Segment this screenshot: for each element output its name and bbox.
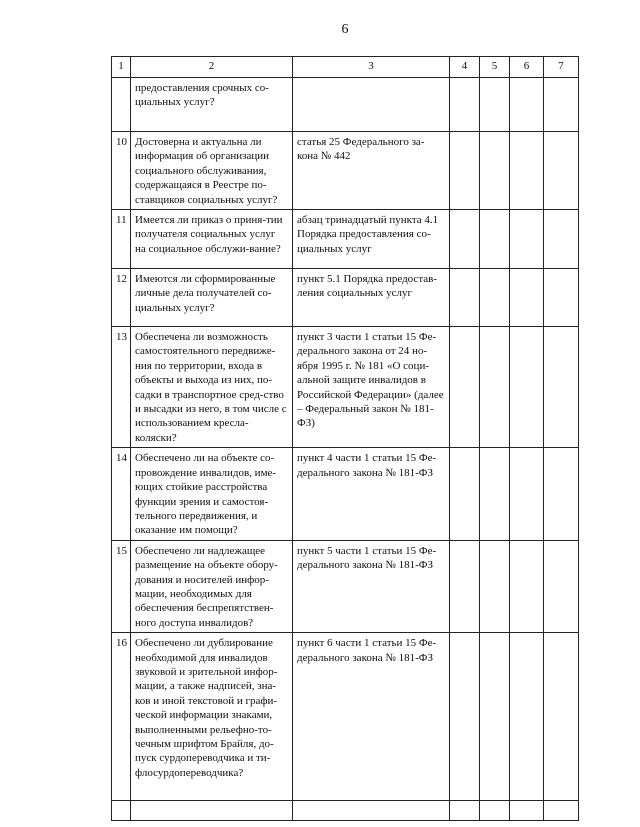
empty-cell — [544, 448, 579, 540]
requisites-cell: пункт 4 части 1 статьи 15 Фе-дерального закона № 181-ФЗ — [293, 448, 450, 540]
question-cell: Достоверна и актуальна ли информация об организации социального обслуживания, содержащаяся в Реестре по-ставщиков социальных услуг? — [131, 132, 293, 210]
question-cell: Обеспечена ли возможность самостоятельного передвиже-ния по территории, входа в объекты и выхода из них, по-садки в транспортное сред-ство и высадки из него, в том числе с использованием кресла-коляски? — [131, 327, 293, 448]
row-number: 14 — [112, 448, 131, 540]
table-row — [112, 327, 579, 448]
empty-cell — [480, 540, 510, 632]
empty-cell — [450, 633, 480, 801]
table-row — [112, 132, 579, 210]
empty-cell — [510, 540, 544, 632]
question-cell: Имеются ли сформированные личные дела получателей со-циальных услуг? — [131, 269, 293, 327]
empty-cell — [510, 269, 544, 327]
question-cell: Обеспечено ли надлежащее размещение на объекте обору-дования и носителей инфор-мации, необходимых для обеспечения беспрепятствен-ного доступа инвалидов? — [131, 540, 293, 632]
column-header: 4 — [450, 57, 480, 78]
empty-cell — [480, 633, 510, 801]
row-number: 16 — [112, 633, 131, 801]
empty-cell — [450, 269, 480, 327]
column-header: 5 — [480, 57, 510, 78]
empty-cell — [450, 540, 480, 632]
table-row — [112, 801, 579, 821]
column-header: 6 — [510, 57, 544, 78]
row-number: 13 — [112, 327, 131, 448]
requisites-cell: пункт 5 части 1 статьи 15 Фе-дерального закона № 181-ФЗ — [293, 540, 450, 632]
empty-cell — [112, 801, 131, 821]
empty-cell — [544, 633, 579, 801]
empty-cell — [510, 132, 544, 210]
table-row — [112, 448, 579, 540]
requisites-cell — [293, 78, 450, 132]
requisites-cell: пункт 3 части 1 статьи 15 Фе-дерального закона от 24 но-ября 1995 г. № 181 «О соци-альной защите инвалидов в Российской Федерации» (далее – Федеральный закон № 181-ФЗ) — [293, 327, 450, 448]
checklist-table — [111, 56, 579, 821]
empty-cell — [544, 540, 579, 632]
empty-cell — [510, 327, 544, 448]
empty-cell — [510, 633, 544, 801]
empty-cell — [480, 448, 510, 540]
row-number: 11 — [112, 210, 131, 269]
column-header: 3 — [293, 57, 450, 78]
empty-cell — [450, 327, 480, 448]
column-header: 2 — [131, 57, 293, 78]
empty-cell — [293, 801, 450, 821]
requisites-cell: статья 25 Федерального за-кона № 442 — [293, 132, 450, 210]
empty-cell — [480, 269, 510, 327]
table-row — [112, 210, 579, 269]
empty-cell — [450, 448, 480, 540]
row-number: 15 — [112, 540, 131, 632]
table-row — [112, 540, 579, 632]
question-cell: предоставления срочных со-циальных услуг? — [131, 78, 293, 132]
question-cell: Обеспечено ли дублирование необходимой для инвалидов звуковой и зрительной инфор-мации, а также надписей, зна-ков и иной текстовой и графи-ческой информации знаками, выполненными рельефно-то-чечным шрифтом Брайля, до-пуск сурдопереводчика и ти-флосурдопереводчика? — [131, 633, 293, 801]
question-cell: Имеется ли приказ о приня-тии получателя социальных услуг на социальное обслужи-вание? — [131, 210, 293, 269]
empty-cell — [510, 210, 544, 269]
empty-cell — [544, 327, 579, 448]
column-header: 1 — [112, 57, 131, 78]
row-number: 12 — [112, 269, 131, 327]
empty-cell — [480, 78, 510, 132]
empty-cell — [544, 78, 579, 132]
empty-cell — [544, 801, 579, 821]
empty-cell — [544, 132, 579, 210]
empty-cell — [450, 210, 480, 269]
header-row — [112, 57, 579, 78]
page-number: 6 — [341, 22, 349, 37]
empty-cell — [480, 327, 510, 448]
empty-cell — [544, 210, 579, 269]
empty-cell — [480, 210, 510, 269]
table-row — [112, 633, 579, 801]
table-row — [112, 269, 579, 327]
table-row — [112, 78, 579, 132]
question-cell: Обеспечено ли на объекте со-провождение инвалидов, име-ющих стойкие расстройства функции зрения и самостоя-тельного передвижения, и оказание им помощи? — [131, 448, 293, 540]
requisites-cell: пункт 5.1 Порядка предостав-ления социальных услуг — [293, 269, 450, 327]
empty-cell — [450, 78, 480, 132]
empty-cell — [544, 269, 579, 327]
empty-cell — [510, 78, 544, 132]
empty-cell — [450, 132, 480, 210]
empty-cell — [480, 132, 510, 210]
requisites-cell: абзац тринадцатый пункта 4.1 Порядка предоставления со-циальных услуг — [293, 210, 450, 269]
column-header: 7 — [544, 57, 579, 78]
empty-cell — [480, 801, 510, 821]
empty-cell — [450, 801, 480, 821]
row-number — [112, 78, 131, 132]
row-number: 10 — [112, 132, 131, 210]
empty-cell — [131, 801, 293, 821]
empty-cell — [510, 448, 544, 540]
requisites-cell: пункт 6 части 1 статьи 15 Фе-дерального закона № 181-ФЗ — [293, 633, 450, 801]
empty-cell — [510, 801, 544, 821]
